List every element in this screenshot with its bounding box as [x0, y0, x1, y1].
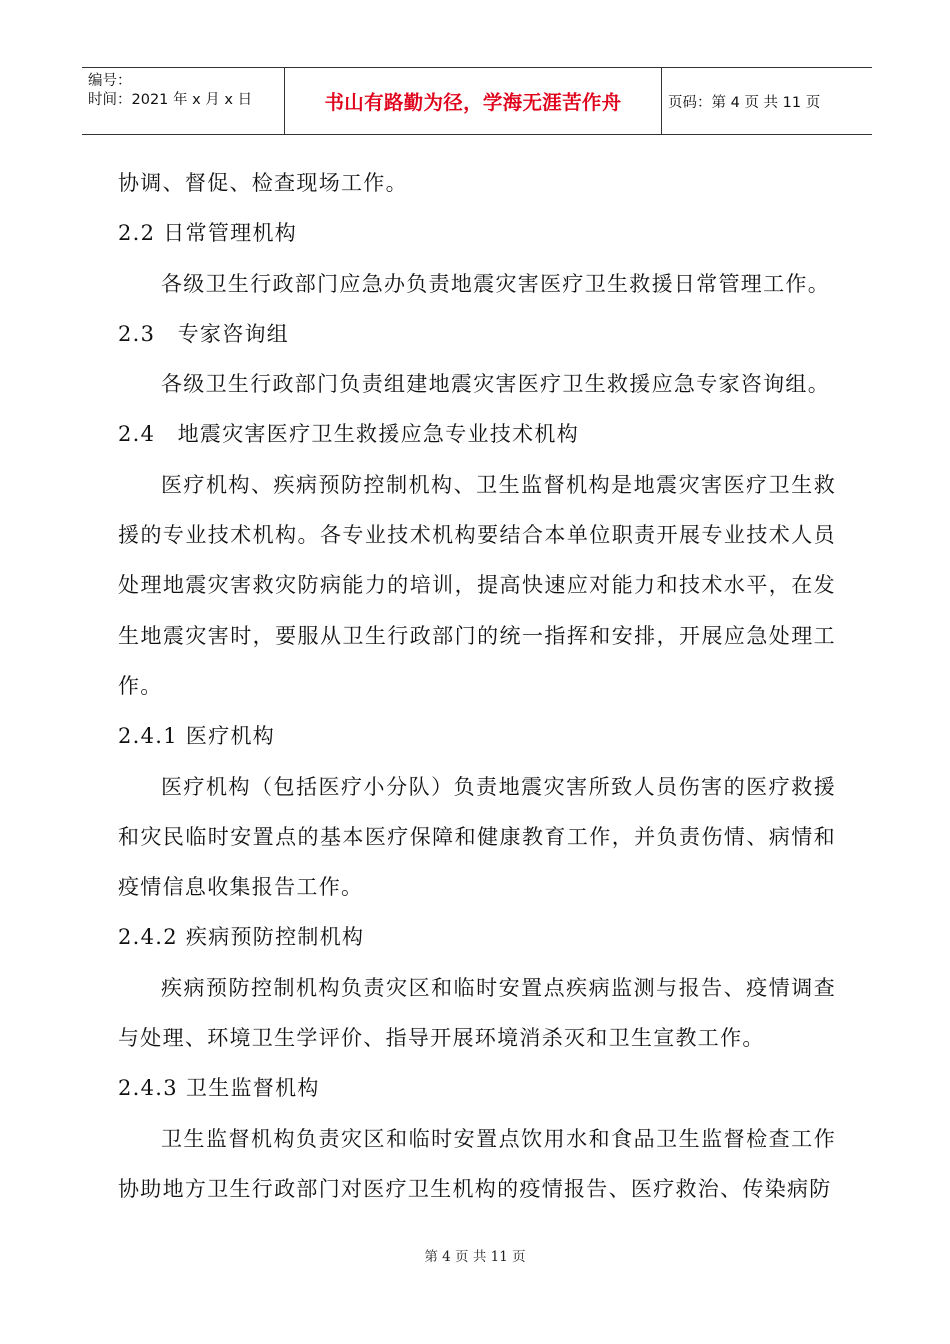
header-page-info: 页码：第 4 页 共 11 页 — [668, 94, 821, 111]
header-meta — [82, 68, 284, 134]
page-footer: 第 4 页 共 11 页 — [424, 1249, 526, 1265]
section-heading: 2.4.3 卫生监督机构 — [118, 1076, 320, 1101]
document-date-label: 时间：2021 年 x 月 x 日 — [88, 92, 253, 108]
section-heading: 2.4.1 医疗机构 — [118, 724, 276, 749]
paragraph: 各级卫生行政部门负责组建地震灾害医疗卫生救援应急专家咨询组。 — [161, 372, 830, 397]
paragraph: 卫生监督机构负责灾区和临时安置点饮用水和食品卫生监督检查工作协助地方卫生行政部门对医疗卫生机构的疫情报告、医疗救治、传染病防 — [118, 1126, 836, 1201]
paragraph: 医疗机构、疾病预防控制机构、卫生监督机构是地震灾害医疗卫生救援的专业技术机构。各专业技术机构要结合本单位职责开展专业技术人员处理地震灾害救灾防病能力的培训，提高快速应对能力和技术水平，在发生地震灾害时，要服从卫生行政部门的统一指挥和安排，开展应急处理工作。 — [118, 472, 836, 698]
document-number-label: 编号： — [88, 73, 132, 89]
document-body — [118, 158, 836, 1214]
paragraph: 协调、督促、检查现场工作。 — [118, 171, 408, 195]
section-heading: 2.4 地震灾害医疗卫生救援应急专业技术机构 — [118, 422, 579, 447]
paragraph: 各级卫生行政部门应急办负责地震灾害医疗卫生救援日常管理工作。 — [161, 271, 830, 296]
page-header — [82, 67, 872, 135]
paragraph: 医疗机构（包括医疗小分队）负责地震灾害所致人员伤害的医疗救援和灾民临时安置点的基本医疗保障和健康教育工作，并负责伤情、病情和疫情信息收集报告工作。 — [118, 774, 836, 900]
section-heading: 2.3 专家咨询组 — [118, 321, 290, 346]
header-motto: 书山有路勤为径，学海无涯苦作舟 — [284, 68, 662, 134]
paragraph: 疾病预防控制机构负责灾区和临时安置点疾病监测与报告、疫情调查与处理、环境卫生学评价、指导开展环境消杀灭和卫生宣教工作。 — [118, 975, 836, 1051]
section-heading: 2.4.2 疾病预防控制机构 — [118, 925, 365, 950]
section-heading: 2.2 日常管理机构 — [118, 221, 298, 246]
